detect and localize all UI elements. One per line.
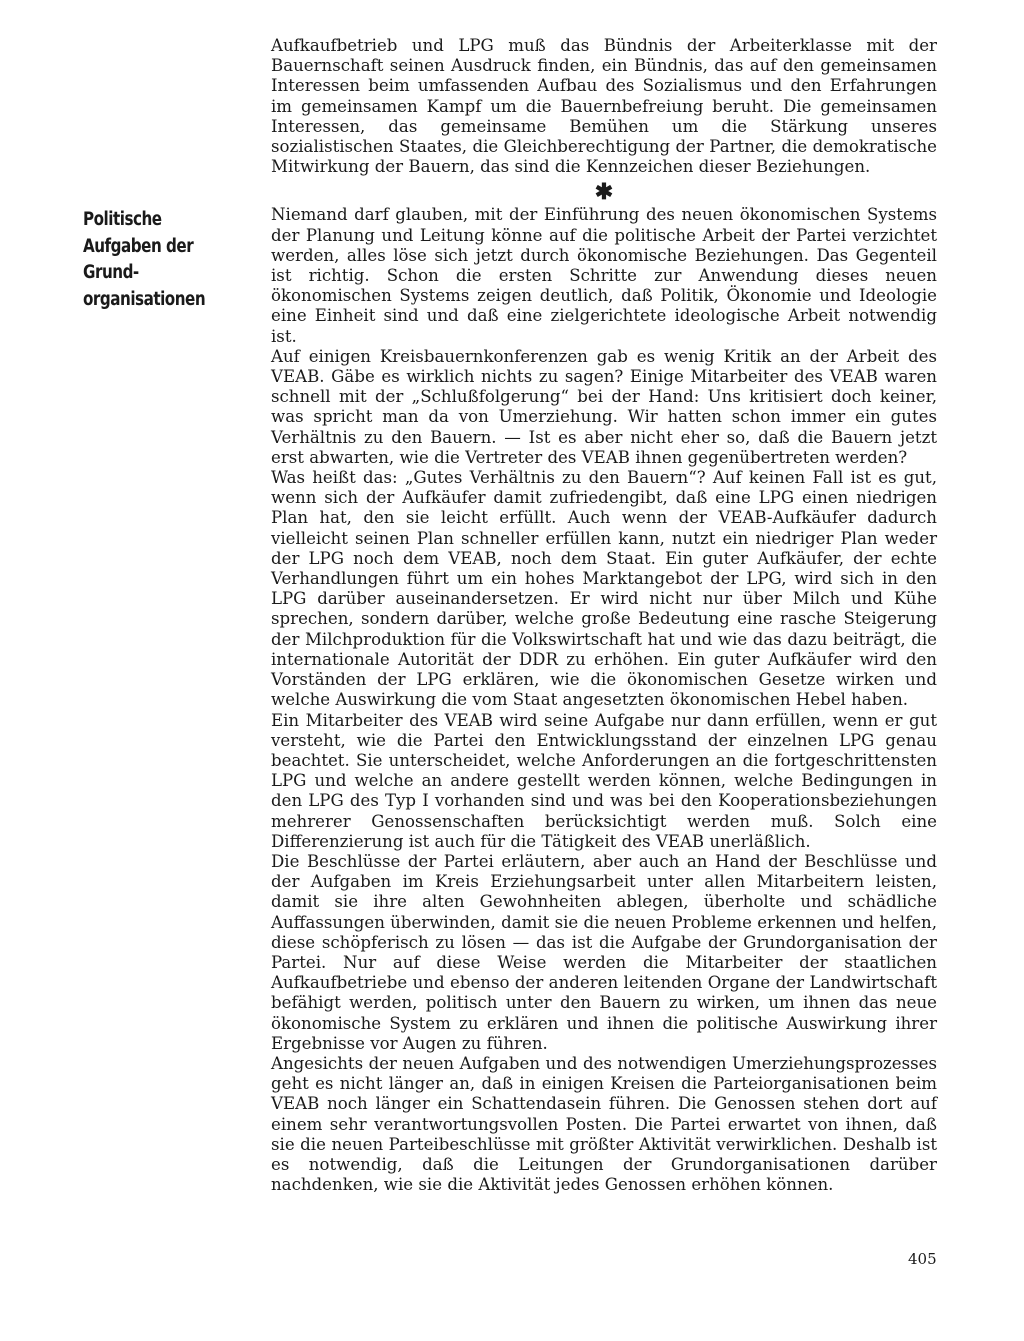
body-paragraph: Die Beschlüsse der Partei erläutern, aber auch an Hand der Beschlüsse und der Aufgaben im Kreis Erziehungsarbeit unter allen Mitarbeitern leisten, damit sie ihre alten Gewohnheiten ablegen, überholte und schädliche Auffassungen überwinden, damit sie die neuen Probleme erkennen und helfen, diese schöpferisch zu lösen — das ist die Aufgabe der Grundorganisation der Partei. Nur auf diese Weise werden die Mitarbeiter der staatlichen Aufkaufbetriebe und ebenso der anderen leitenden Organe der Landwirtschaft befähigt werden, politisch unter den Bauern zu wirken, um ihnen das neue ökonomische System zu erklären und ihnen die politische Auswirkung ihrer Ergebnisse vor Augen zu führen. (271, 851, 937, 1053)
section-heading (83, 207, 206, 313)
body-paragraph: Aufkaufbetrieb und LPG muß das Bündnis der Arbeiterklasse mit der Bauernschaft seinen Ausdruck finden, ein Bündnis, das auf den gemeinsamen Interessen beim umfassenden Aufbau des Sozialismus und den Erfahrungen im gemeinsamen Kampf um die Bauernbefreiung beruht. Die gemeinsamen Interessen, das gemeinsame Bemühen um die Stärkung unseres sozialistischen Staates, die Gleichberechtigung der Partner, die demokratische Mitwirkung der Bauern, das sind die Kennzeichen dieser Beziehungen. (271, 36, 937, 177)
body-paragraph: Ein Mitarbeiter des VEAB wird seine Aufgabe nur dann erfüllen, wenn er gut versteht, wie die Partei den Entwicklungsstand der einzelnen LPG genau beachtet. Sie unterscheidet, welche Anforderungen an die fortgeschrittensten LPG und welche an andere gestellt werden können, welche Bedingungen in den LPG des Typ I vorhanden sind und was bei den Kooperationsbeziehungen mehrerer Genossenschaften berücksichtigt werden muß. Solch eine Differenzierung ist auch für die Tätigkeit des VEAB unerläßlich. (271, 710, 937, 851)
section-heading-line: Aufgaben der (83, 235, 194, 257)
section-separator-icon: ✱ (594, 179, 614, 206)
section-heading-line: organisationen (83, 288, 206, 310)
page-number: 405 (908, 1250, 937, 1268)
section-heading-line: Politische (83, 209, 162, 230)
body-paragraph: Auf einigen Kreisbauernkonferenzen gab es wenig Kritik an der Arbeit des VEAB. Gäbe es wirklich nichts zu sagen? Einige Mitarbeiter des VEAB waren schnell mit der „Schlußfolgerung“ bei der Hand: Uns kritisiert doch keiner, was spricht man da von Umerziehung. Wir hatten schon immer ein gutes Verhältnis zu den Bauern. — Ist es aber nicht eher so, daß die Bauern jetzt erst abwarten, wie die Vertreter des VEAB ihnen gegenübertreten werden? (271, 346, 937, 467)
body-paragraph: Angesichts der neuen Aufgaben und des notwendigen Umerziehungsprozesses geht es nicht länger an, daß in einigen Kreisen die Parteiorganisationen beim VEAB noch länger ein Schattendasein führen. Die Genossen stehen dort auf einem sehr verantwortungsvollen Posten. Die Partei erwartet von ihnen, daß sie die neuen Parteibeschlüsse mit größter Aktivität verwirklichen. Deshalb ist es notwendig, daß die Leitungen der Grundorganisationen darüber nachdenken, wie sie die Aktivität jedes Genossen erhöhen können. (271, 1053, 937, 1195)
section-heading-line: Grund- (83, 262, 139, 283)
body-paragraph: Was heißt das: „Gutes Verhältnis zu den Bauern“? Auf keinen Fall ist es gut, wenn sich der Aufkäufer damit zufriedengibt, daß eine LPG einen niedrigen Plan hat, den sie leicht erfüllt. Auch wenn der VEAB-Aufkäufer dadurch vielleicht seinen Plan schneller erfüllen kann, nutzt ein niedriger Plan weder der LPG noch dem VEAB, noch dem Staat. Ein guter Aufkäufer, der echte Verhandlungen führt um ein hohes Marktangebot der LPG, wird sich in den LPG darüber auseinandersetzen. Er wird nicht nur über Milch und Kühe sprechen, sondern darüber, welche große Bedeutung eine rasche Steigerung der Milchproduktion für die Volkswirtschaft hat und wie das dazu beiträgt, die internationale Autorität der DDR zu erhöhen. Ein guter Aufkäufer wird den Vorständen der LPG erklären, wie die ökonomischen Gesetze wirken und welche Auswirkung die vom Staat angesetzten ökonomischen Hebel haben. (271, 468, 937, 710)
main-text-column (271, 36, 937, 1195)
body-paragraph: Niemand darf glauben, mit der Einführung des neuen ökonomischen Systems der Planung und Leitung könne auf die politische Arbeit der Partei verzichtet werden, alles löse sich jetzt durch ökonomische Beziehungen. Das Gegenteil ist richtig. Schon die ersten Schritte zur Anwendung dieses neuen ökonomischen Systems zeigen deutlich, daß Politik, Ökonomie und Ideologie eine Einheit sind und daß eine zielgerichtete ideologische Arbeit notwendig ist. (271, 205, 937, 346)
